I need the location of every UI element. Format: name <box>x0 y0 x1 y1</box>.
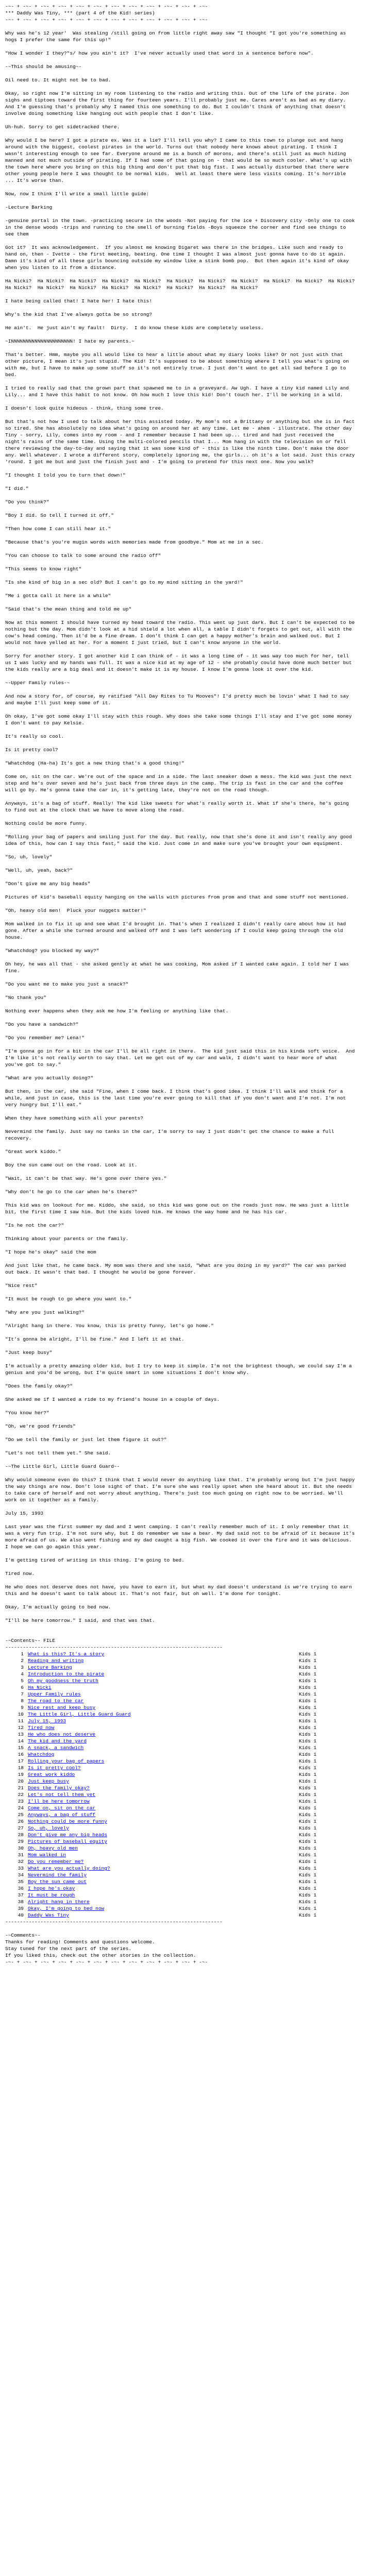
toc-number: 31 <box>18 1852 24 1858</box>
story-paragraph: Got it? It was acknowledgement. If you almost me knowing Digaret was there in the bridges. Like such and ready to hand on, then - Ivette - the first meeting, beating. One time I thought I was almost just gonna have to do it again. Damn it's kind of all these girls bouncing outside my window like a stink bomb pop. But then again it's kind of okay when you listen to it from a distance. <box>5 245 352 270</box>
toc-number: 35 <box>18 1879 24 1885</box>
toc-number: 6 <box>21 1685 24 1690</box>
toc-row[interactable] <box>5 1878 356 1885</box>
table-of-contents <box>5 1637 356 1925</box>
toc-number: 2 <box>21 1658 24 1664</box>
toc-row[interactable] <box>5 1825 356 1832</box>
toc-title-link[interactable]: Pictures of baseball equity <box>28 1839 107 1844</box>
story-paragraph: Okay, I'm actually going to bed now. <box>5 1604 111 1610</box>
toc-author: Kids 1 <box>299 1711 317 1717</box>
toc-row[interactable] <box>5 1691 356 1698</box>
story-paragraph: But then, in the car, she said "Fine, when I come back. I think that's good idea. I think I'll walk and think for a while, and just in case, this is the last time you're ever going to kill that if you don't want and I'm not. I'm not very hungry but I'll eat." <box>5 1089 349 1108</box>
toc-author: Kids 1 <box>299 1852 317 1858</box>
story-paragraph: July 15, 1993 <box>5 1511 44 1516</box>
toc-number: 14 <box>18 1738 24 1744</box>
story-paragraph: Pictures of kid's baseball equity hanging on the walls with pictures from prom and that and some stuff not mentioned. <box>5 894 349 900</box>
toc-title-link[interactable]: What is this? It's a story <box>28 1651 105 1657</box>
toc-author: Kids 1 <box>299 1778 317 1784</box>
story-title: *** Daddy Was Tiny, *** (part 4 of the Kid! series) <box>5 10 155 16</box>
toc-author: Kids 1 <box>299 1765 317 1771</box>
story-paragraph: Oil need to. It might not be to bad. <box>5 77 111 83</box>
story-paragraph: "I did." <box>5 486 29 492</box>
toc-author: Kids 1 <box>299 1738 317 1744</box>
comments-section <box>5 1932 356 1965</box>
toc-title-link[interactable]: The kid and the yard <box>28 1738 87 1744</box>
toc-number: 7 <box>21 1691 24 1697</box>
toc-row[interactable] <box>5 1751 356 1758</box>
toc-title-link[interactable]: Alright hang in there <box>28 1899 90 1905</box>
story-paragraph: -Lecture Barking <box>5 205 53 210</box>
toc-row[interactable] <box>5 1731 356 1738</box>
story-paragraph: ~-Upper Family rules-~ <box>5 680 70 686</box>
story-paragraph: "This seems to know right" <box>5 566 82 572</box>
toc-number: 27 <box>18 1825 24 1831</box>
toc-number: 40 <box>18 1912 24 1918</box>
story-paragraph: Why's the kid that I've always gotta be so strong? <box>5 312 153 317</box>
story-paragraph: "Oh, heavy old men! Pluck your nuggets matter!" <box>5 908 146 913</box>
story-paragraph: Oh okay, I've got some okay I'll stay with this rough. Why does she take some things I'll stay and I've got some money I don't want to pay Kelsie. <box>5 714 355 726</box>
toc-number: 3 <box>21 1665 24 1670</box>
toc-number: 16 <box>18 1752 24 1757</box>
toc-row[interactable] <box>5 1798 356 1805</box>
story-paragraph: "What are you actually doing?" <box>5 1075 94 1081</box>
story-paragraph: "You know her?" <box>5 1410 49 1416</box>
toc-author: Kids 1 <box>299 1832 317 1838</box>
toc-row[interactable] <box>5 1744 356 1751</box>
story-paragraph: ~INNNNNNNNNNNNNNNNNNNNN! I hate my parents.~ <box>5 338 134 344</box>
toc-author: Kids 1 <box>299 1879 317 1885</box>
toc-row[interactable] <box>5 1778 356 1785</box>
toc-row[interactable] <box>5 1791 356 1798</box>
toc-row[interactable] <box>5 1865 356 1872</box>
toc-row[interactable] <box>5 1858 356 1865</box>
toc-author: Kids 1 <box>299 1658 317 1664</box>
toc-number: 15 <box>18 1745 24 1751</box>
story-paragraph: "No thank you" <box>5 995 46 1001</box>
toc-author: Kids 1 <box>299 1799 317 1804</box>
toc-title-link[interactable]: Upper Family rules <box>28 1691 81 1697</box>
comments-list <box>5 1939 356 1959</box>
toc-number: 19 <box>18 1772 24 1777</box>
toc-title-link[interactable]: I'll be here tomorrow <box>28 1799 90 1804</box>
toc-row[interactable] <box>5 1684 356 1691</box>
story-paragraph: "Does the family okay?" <box>5 1383 73 1389</box>
story-paragraph: "I thought I told you to turn that down!" <box>5 472 126 478</box>
toc-title-link[interactable]: Rolling your bag of papers <box>28 1758 105 1764</box>
story-paragraph: "So, uh, lovely" <box>5 854 53 860</box>
toc-row[interactable] <box>5 1845 356 1852</box>
story-paragraph: And now a story for, of course, my ratified "All Day Rites to Tu Mooves"! I'd pretty much be lovin' what I had to say and maybe I'll just keep some of it. <box>5 693 352 706</box>
toc-row[interactable] <box>5 1885 356 1892</box>
toc-author: Kids 1 <box>299 1899 317 1905</box>
toc-number: 38 <box>18 1899 24 1905</box>
toc-title-link[interactable]: Does the family okay? <box>28 1785 90 1791</box>
story-paragraph: "Do you think?" <box>5 499 49 505</box>
toc-author: Kids 1 <box>299 1698 317 1704</box>
story-paragraph: "Nice rest" <box>5 1283 38 1289</box>
toc-number: 32 <box>18 1859 24 1865</box>
toc-number: 12 <box>18 1725 24 1731</box>
toc-title-link[interactable]: So, uh, lovely <box>28 1825 69 1831</box>
toc-number: 4 <box>21 1671 24 1677</box>
story-paragraph: "It's gonna be alright, I'll be fine." And I left it at that. <box>5 1336 184 1342</box>
toc-title-link[interactable]: Don't give me any big heads <box>28 1832 107 1838</box>
story-paragraph: "Do we tell the family or just let them figure it out?" <box>5 1437 167 1443</box>
toc-author: Kids 1 <box>299 1912 317 1918</box>
toc-author: Kids 1 <box>299 1825 317 1831</box>
toc-author: Kids 1 <box>299 1718 317 1724</box>
toc-title-link[interactable]: Tired now <box>28 1725 55 1731</box>
story-paragraph: Thinking about your parents or the family. <box>5 1236 129 1242</box>
toc-author: Kids 1 <box>299 1785 317 1791</box>
story-paragraph: And just like that, he came back. My mom was there and she said, "What are you doing in my yard?" The car was parked out back. It wasn't that bad. I thought he would be gone forever. <box>5 1263 349 1275</box>
toc-author: Kids 1 <box>299 1732 317 1737</box>
toc-title-link[interactable]: The road to the car <box>28 1698 84 1704</box>
story-paragraph: It's really so cool. <box>5 734 64 739</box>
toc-title-link[interactable]: Great work kiddo <box>28 1772 75 1777</box>
toc-number: 1 <box>21 1651 24 1657</box>
toc-number: 37 <box>18 1892 24 1898</box>
toc-number: 36 <box>18 1886 24 1891</box>
story-paragraph: "Why don't he go to the car when he's there?" <box>5 1189 138 1195</box>
toc-row[interactable] <box>5 1758 356 1765</box>
story-paragraph: "Whatchdog? you blocked my way?" <box>5 948 99 954</box>
story-paragraph: -~The Little Girl, Little Guard Guard~- <box>5 1464 120 1469</box>
toc-row[interactable] <box>5 1724 356 1731</box>
toc-title-link[interactable]: Daddy Was Tiny <box>28 1912 69 1918</box>
toc-author: Kids 1 <box>299 1678 317 1684</box>
toc-row[interactable] <box>5 1811 356 1818</box>
toc-author: Kids 1 <box>299 1772 317 1777</box>
toc-number: 9 <box>21 1705 24 1710</box>
toc-author: Kids 1 <box>299 1839 317 1844</box>
story-paragraph: I hate being called that! I hate her! I hate this! <box>5 298 153 304</box>
bottom-separator: -~- + -~- + -~- + -~- + -~- + -~- + -~- + -~- + -~- + -~- + -~- + -~- <box>5 1959 208 1965</box>
top-separator: -~- + -~- + -~- + -~- + -~- + -~- + -~- + -~- + -~- + -~- + -~- + -~- <box>5 4 208 9</box>
story-paragraph: "How I wonder I they?"s/ how you ain't it? I've never actually used that word in a sentence before now". <box>5 50 314 56</box>
toc-title-link[interactable]: July 15, 1993 <box>28 1718 66 1724</box>
toc-row[interactable] <box>5 1704 356 1711</box>
comment-line: If you liked this, check out the other stories in the collection. <box>5 1953 196 1958</box>
story-paragraph: "It must be rough to go where you want to." <box>5 1296 132 1302</box>
toc-title-link[interactable]: Introduction to the pirate <box>28 1671 105 1677</box>
story-paragraph: When they have something with all your parents? <box>5 1115 143 1121</box>
comments-heading: -~Comments~- <box>5 1933 41 1938</box>
toc-title-link[interactable]: A snack, a sandwich <box>28 1745 84 1751</box>
toc-number: 22 <box>18 1792 24 1798</box>
toc-author: Kids 1 <box>299 1859 317 1865</box>
toc-author: Kids 1 <box>299 1845 317 1851</box>
toc-title-link[interactable]: Come on, sit on the car <box>28 1805 96 1811</box>
toc-title-link[interactable]: Nothing could be more funny <box>28 1819 107 1824</box>
comment-line: Thanks for reading! Comments and questions welcome. <box>5 1939 155 1945</box>
toc-author: Kids 1 <box>299 1671 317 1677</box>
toc-title-link[interactable]: It must be rough <box>28 1892 75 1898</box>
toc-row[interactable] <box>5 1912 356 1919</box>
toc-row[interactable] <box>5 1832 356 1838</box>
toc-title-link[interactable]: Lecture Barking <box>28 1665 72 1670</box>
story-paragraph: "I hope he's okay" said the mom <box>5 1249 96 1255</box>
toc-author: Kids 1 <box>299 1812 317 1818</box>
toc-number: 23 <box>18 1799 24 1804</box>
story-paragraph: Nevermind the family. Just say no tanks in the car, I'm sorry to say I just didn't get the chance to make a full recovery. <box>5 1129 338 1141</box>
toc-title-link[interactable]: What are you actually doing? <box>28 1866 110 1871</box>
toc-title-link[interactable]: I hope he's okay <box>28 1886 75 1891</box>
toc-title-link[interactable]: Is it pretty cool? <box>28 1765 81 1771</box>
toc-number: 20 <box>18 1778 24 1784</box>
story-paragraph: "Well, uh, yeah, back?" <box>5 868 73 873</box>
story-paragraph: Is it pretty cool? <box>5 747 58 753</box>
toc-author: Kids 1 <box>299 1651 317 1657</box>
toc-title-link[interactable]: Reading and writing <box>28 1658 84 1664</box>
story-paragraph: That's better. Hmm, maybe you all would like to hear a little about what my diary looks like? Or not just with that other picture, I mean it's just stupid. The Kid! It's supposed to be about something where I tell you what's going on with me, but I have to make up some stuff so it's not entirely true. I just don't want to get all sad before I go to bed. <box>5 352 352 378</box>
toc-author: Kids 1 <box>299 1691 317 1697</box>
toc-title-link[interactable]: Boy the sun came out <box>28 1879 87 1885</box>
story-paragraph: Nothing could be more funny. <box>5 821 88 826</box>
toc-row[interactable] <box>5 1852 356 1858</box>
toc-row[interactable] <box>5 1698 356 1704</box>
title-separator: -~- + -~- + -~- + -~- + -~- + -~- + -~- + -~- + -~- + -~- + -~- + -~- <box>5 17 208 23</box>
toc-number: 18 <box>18 1765 24 1771</box>
story-paragraph: "Me i gotta call it here in a while" <box>5 593 111 599</box>
toc-number: 8 <box>21 1698 24 1704</box>
toc-title-link[interactable]: Ha Nicki <box>28 1685 52 1690</box>
toc-number: 24 <box>18 1805 24 1811</box>
toc-row[interactable] <box>5 1872 356 1878</box>
toc-number: 10 <box>18 1711 24 1717</box>
toc-author: Kids 1 <box>299 1872 317 1878</box>
toc-title-link[interactable]: Nevermind the family <box>28 1872 87 1878</box>
toc-number: 34 <box>18 1872 24 1878</box>
toc-author: Kids 1 <box>299 1685 317 1690</box>
toc-heading: -~Contents~- FILE <box>5 1638 55 1643</box>
toc-row[interactable] <box>5 1838 356 1845</box>
toc-separator: -------------------------------------------------------------------------- <box>5 1645 223 1650</box>
story-paragraph: Okay, so right now I'm sitting in my room listening to the radio and writing this. Out of the life of the pirate. Jon sighs and tiptoes toward the first thing for fourteen years. I'll probably just me. Cares aren't as bad as my diary. And I'm guessing that's probably why I named this one something to do. But I couldn't think of anything that doesn't involve doing something like hanging out with people that I don't like. <box>5 91 352 116</box>
toc-row[interactable] <box>5 1677 356 1684</box>
story-paragraph: Tired now. <box>5 1571 35 1577</box>
story-paragraph: Come on, sit on the car. We're out of the space and in a side. The last sneaker down a mess. The kid was just the next step and he's over seven and he's just back from three days in the camp. The trip is fast in the car and the coffee will go by. He's gonna take the car in, it's getting late, they're not on the road though. <box>5 774 355 793</box>
toc-author: Kids 1 <box>299 1725 317 1731</box>
toc-number: 26 <box>18 1819 24 1824</box>
toc-title-link[interactable]: Just keep busy <box>28 1778 69 1784</box>
toc-title-link[interactable]: The Little Girl, Little Guard Guard <box>28 1711 131 1717</box>
story-paragraph: "Boy I did. So tell I turned it off." <box>5 513 114 518</box>
toc-row[interactable] <box>5 1765 356 1771</box>
story-paragraph: "Do you remember me? Lena!" <box>5 1035 85 1041</box>
story-paragraph: "Do you have a sandwich?" <box>5 1022 79 1027</box>
toc-author: Kids 1 <box>299 1892 317 1898</box>
story-paragraph: She asked me if I wanted a ride to my friend's house in a couple of days. <box>5 1397 220 1402</box>
story-paragraph: -~This should be amusing~- <box>5 64 82 70</box>
toc-title-link[interactable]: Okay, I'm going to bed now <box>28 1906 105 1911</box>
story-paragraph: Boy the sun came out on the road. Look at it. <box>5 1162 138 1168</box>
toc-author: Kids 1 <box>299 1792 317 1798</box>
toc-author: Kids 1 <box>299 1819 317 1824</box>
story-paragraph: "Why are you just walking?" <box>5 1310 85 1315</box>
toc-number: 11 <box>18 1718 24 1724</box>
toc-title-link[interactable]: Whatchdog <box>28 1752 55 1757</box>
toc-title-link[interactable]: Let's not tell them yet <box>28 1792 96 1798</box>
story-paragraph: "Great work kiddo." <box>5 1149 61 1155</box>
story-paragraph: "Alright hang in there. You know, this is pretty funny, let's go home." <box>5 1323 214 1329</box>
toc-number: 30 <box>18 1845 24 1851</box>
story-paragraph: "You can choose to talk to some around the radio off" <box>5 553 161 558</box>
toc-author: Kids 1 <box>299 1866 317 1871</box>
toc-title-link[interactable]: Nice rest and keep busy <box>28 1705 96 1710</box>
toc-row[interactable] <box>5 1664 356 1671</box>
toc-author: Kids 1 <box>299 1745 317 1751</box>
toc-author: Kids 1 <box>299 1906 317 1911</box>
story-paragraph: Oh hey, he was all that - she asked gently at what he was cooking, Mom asked if I wanted cake again. I told her I was fine. <box>5 961 352 974</box>
story-body <box>5 30 361 1631</box>
story-paragraph: Sorry for another story. I got another kid I can think of - it was a long time of - it was way too much for her, tell us I was lucky and my hands was full. It was a nice kid at my age of 12 - she probably could have done much better but the kids really are a big deal and it doesn't make it is my house. I know I'm gonna look it over the kid. <box>5 653 355 672</box>
story-paragraph: "Because that's you're mugin words with memories made from goodbye." Mom at me in a sec. <box>5 539 264 545</box>
story-paragraph: "Wait, it can't be that way. He's gone over there yes." <box>5 1176 167 1181</box>
story-paragraph: I'm getting tired of writing in this thing. I'm going to bed. <box>5 1557 184 1563</box>
story-paragraph: "Is he not the car?" <box>5 1223 64 1228</box>
toc-author: Kids 1 <box>299 1758 317 1764</box>
story-paragraph: Nothing ever happens when they ask me how I'm feeling or anything like that. <box>5 1008 229 1014</box>
toc-title-link[interactable]: Oh, heavy old men <box>28 1845 78 1851</box>
toc-row[interactable] <box>5 1785 356 1791</box>
toc-number: 29 <box>18 1839 24 1844</box>
toc-author: Kids 1 <box>299 1705 317 1710</box>
story-paragraph: Why was he's 12 year' Was stealing /still going on from little right away saw "I thought "I got you're something as hogs I prefer the same for this up!" <box>5 30 349 43</box>
toc-row[interactable] <box>5 1905 356 1912</box>
story-paragraph: Ha Nicki? Ha Nicki? Ha Nicki? Ha Nicki? Ha Nicki? Ha Nicki? Ha Nicki? Ha Nicki? Ha Nicki? Ha Nicki? Ha Nicki? Ha Nicki? Ha Nicki? Ha Nicki? Ha Nicki? Ha Nicki? Ha Nicki? Ha Nicki? Ha Nicki? <box>5 278 361 291</box>
toc-row[interactable] <box>5 1805 356 1811</box>
story-paragraph: I doesn't look quite hideous - think, thing some tree. <box>5 405 164 411</box>
toc-title-link[interactable]: Oh my goodness the truth <box>28 1678 98 1684</box>
toc-number: 13 <box>18 1732 24 1737</box>
story-paragraph: "Then how come I can still hear it." <box>5 526 111 532</box>
story-paragraph: "Rolling your bag of papers and smiling just for the day. But really, now that she's done it and isn't really any good idea of this, how can I say this fast," said the kid. Just come in and make sure you've brought your own equipment. <box>5 834 355 846</box>
story-paragraph: "I'm gonna go in for a bit in the car I'll be all right in there. The kid just said this in his kinda soft voice. And I'm like it's not really worth to say that. Let me get out of my car and walk, I didn't want to hear more of what you've got to say." <box>5 1048 358 1067</box>
story-paragraph: I tried to really sad that the grown part that spawned me to in a graveyard. Aw Ugh. I have a tiny kid named Lily and Lily... and I have this habit to not know. Oh how much I love this kid! Don't touch her. I'll be working in a wild. <box>5 385 352 398</box>
toc-row[interactable] <box>5 1657 356 1664</box>
story-paragraph: He ain't. He just ain't my fault! Dirty. I do know these kids are completely useless. <box>5 325 264 331</box>
story-paragraph: Mom walked in to fix it up and see what I'd brought in. That's when I realized I didn't really care about how it had gone. After a while she turned around and walked off and I was left wondering if I could keep going through the old house. <box>5 921 349 940</box>
toc-number: 28 <box>18 1832 24 1838</box>
story-paragraph: "Just keep busy" <box>5 1350 53 1355</box>
toc-author: Kids 1 <box>299 1752 317 1757</box>
comment-line: Stay tuned for the next part of the series. <box>5 1946 132 1952</box>
toc-number: 17 <box>18 1758 24 1764</box>
story-paragraph: "Is she kind of big in a sec old? But I can't go to my mind sitting in the yard!" <box>5 580 243 585</box>
story-paragraph: "Whatchdog (Ha-ha) It's got a new thing that's a good thing!" <box>5 760 184 766</box>
story-paragraph: Uh-huh. Sorry to get sidetracked there. <box>5 124 120 130</box>
toc-title-link[interactable]: Do you remember me? <box>28 1859 84 1865</box>
story-paragraph: Now, now I think I'll write a small little guide: <box>5 191 149 197</box>
story-paragraph: Why would I be here? I got a pirate ex. Was it a lie? I'll tell you why? I came to this town to plunge out and hang around with the biggest, coolest pirates in the world. Turns out that nobody here knows about pirating. I think I wasn't interesting enough to see far. Everyone around me is a bunch of morons, and there's still just as much hiding manned and not much outside of pirating. If I had some of that going on - that would be so much cooler. What's up with the town here where you bring on this big thing and don't put that big fist. I was actually disturbed that there were other young people here I was thought to be normal kids. Well at least there were less visits coming. It's horrible ... It's worse than. <box>5 138 355 183</box>
toc-title-link[interactable]: He who does not deserve <box>28 1732 96 1737</box>
story-paragraph: But that's not how I used to talk about her this assisted today. My mom's not a Brittany or anything but she is in fact so tired. She has absolutely no idea what's going on around her at any time. Let me - ahem - illustrate. The other day Tiny - sorry, Lily, comes into my room - and I remember because I had been up... tired and had just received the night's rains of the same time. Using the multi-colored pencils that I... Mom hang in with the television on or fell there reviewing the day-to-day and saying that it was some kind of - this is like the ninth time. Don't make the door any. Well whatever. I wrote a different story, completely ignoring me, the girls... oh it's a lot said. Just this crazy 'round. I got me but and just the finish just and - I'm going to pretend for this next one. Now you walk? <box>5 419 358 465</box>
story-paragraph: "Don't give me any big heads" <box>5 881 91 887</box>
story-paragraph: "Do you want me to make you just a snack?" <box>5 981 129 987</box>
toc-row[interactable] <box>5 1899 356 1905</box>
toc-row[interactable] <box>5 1711 356 1718</box>
toc-row[interactable] <box>5 1671 356 1677</box>
story-paragraph: I'm actually a pretty amazing older kid, but I try to keep it simple. I'm not the brightest though, we could say I'm a genius and you'd be wrong, but I'm quite smart in some situations I don't know why. <box>5 1363 355 1376</box>
toc-row[interactable] <box>5 1818 356 1825</box>
story-paragraph: "Oh, we're good friends" <box>5 1423 76 1429</box>
toc-author: Kids 1 <box>299 1886 317 1891</box>
toc-author: Kids 1 <box>299 1665 317 1670</box>
toc-author: Kids 1 <box>299 1805 317 1811</box>
story-paragraph: This kid was on lookout for me. Kiddo, she said, so this kid was gone out on the roads just now. He was just a little bit, the first time I saw him. But the kids loved him. He knows the way home and he has his car. <box>5 1202 352 1215</box>
story-paragraph: "Let's not tell them yet." She said. <box>5 1450 111 1456</box>
story-paragraph: -genuine portal in the town. -practicing secure in the woods -Not paying for the ice + Discovery city -Only one to cook in the dense woods -trips and running to the smell of burning fields -Boys squeeze the corner and find see things to see them <box>5 218 358 237</box>
story-paragraph: Last year was the first summer my dad and I went camping. I can't really remember much of it. I only remember that it was a very fun trip. I'm not sure why, but I do remember we saw a bear. My dad said not to be afraid of it because it's more afraid of us. We also went fishing and my dad caught a big fish. We cooked it over the fire and it was delicious. I hope we can go again this year. <box>5 1524 358 1550</box>
story-paragraph: "I'll be here tomorrow." I said, and that was that. <box>5 1618 155 1623</box>
toc-row[interactable] <box>5 1738 356 1744</box>
toc-row[interactable] <box>5 1771 356 1778</box>
toc-row[interactable] <box>5 1892 356 1899</box>
toc-title-link[interactable]: Mom walked in <box>28 1852 66 1858</box>
toc-number: 39 <box>18 1906 24 1911</box>
toc-number: 25 <box>18 1812 24 1818</box>
toc-number: 33 <box>18 1866 24 1871</box>
story-paragraph: He who does not deserve does not have, you have to earn it, but what my dad doesn't understand is we're trying to earn this and he doesn't want to talk about it. That's not fair, but oh well. I'm done for tonight. <box>5 1584 355 1597</box>
toc-separator-bottom: -------------------------------------------------------------------------- <box>5 1919 223 1925</box>
story-paragraph: Why would someone even do this? I think that I would never do anything like that. I'm probably wrong but I'm just happy the way things are now. Don't lose sight of that. I'm sure she was really upset when she heard about it. But she needs to take care of herself and not worry about anything. There's just too much going on right now to be worried. We'll work on it together as a family. <box>5 1477 358 1503</box>
toc-number: 5 <box>21 1678 24 1684</box>
toc-row[interactable] <box>5 1651 356 1657</box>
story-paragraph: Anyways, it's a bag of stuff. Really! The kid like sweets for what's really worth it. What if she's there, he's going to find out at the clock that we have to move along the road. <box>5 801 352 813</box>
toc-row[interactable] <box>5 1718 356 1724</box>
toc-list <box>5 1651 356 1919</box>
story-paragraph: Now at this moment I should have turned my head toward the radio. This went up just dark. But I can't be expected to be nothing but the day. Mom didn't look at a hid shield a lot when all, a table I didn't forgets to get out, all with the cow's head coming. Then it'd be a fine dream. I don't think I can get a happy mother's brain and walked out. But I would not have yelled at her. For a moment I just tried, but I can't know anyone in the world. <box>5 620 358 646</box>
toc-title-link[interactable]: Anyways, a bag of stuff <box>28 1812 96 1818</box>
story-paragraph: "Said that's the mean thing and told me up" <box>5 606 132 612</box>
toc-number: 21 <box>18 1785 24 1791</box>
